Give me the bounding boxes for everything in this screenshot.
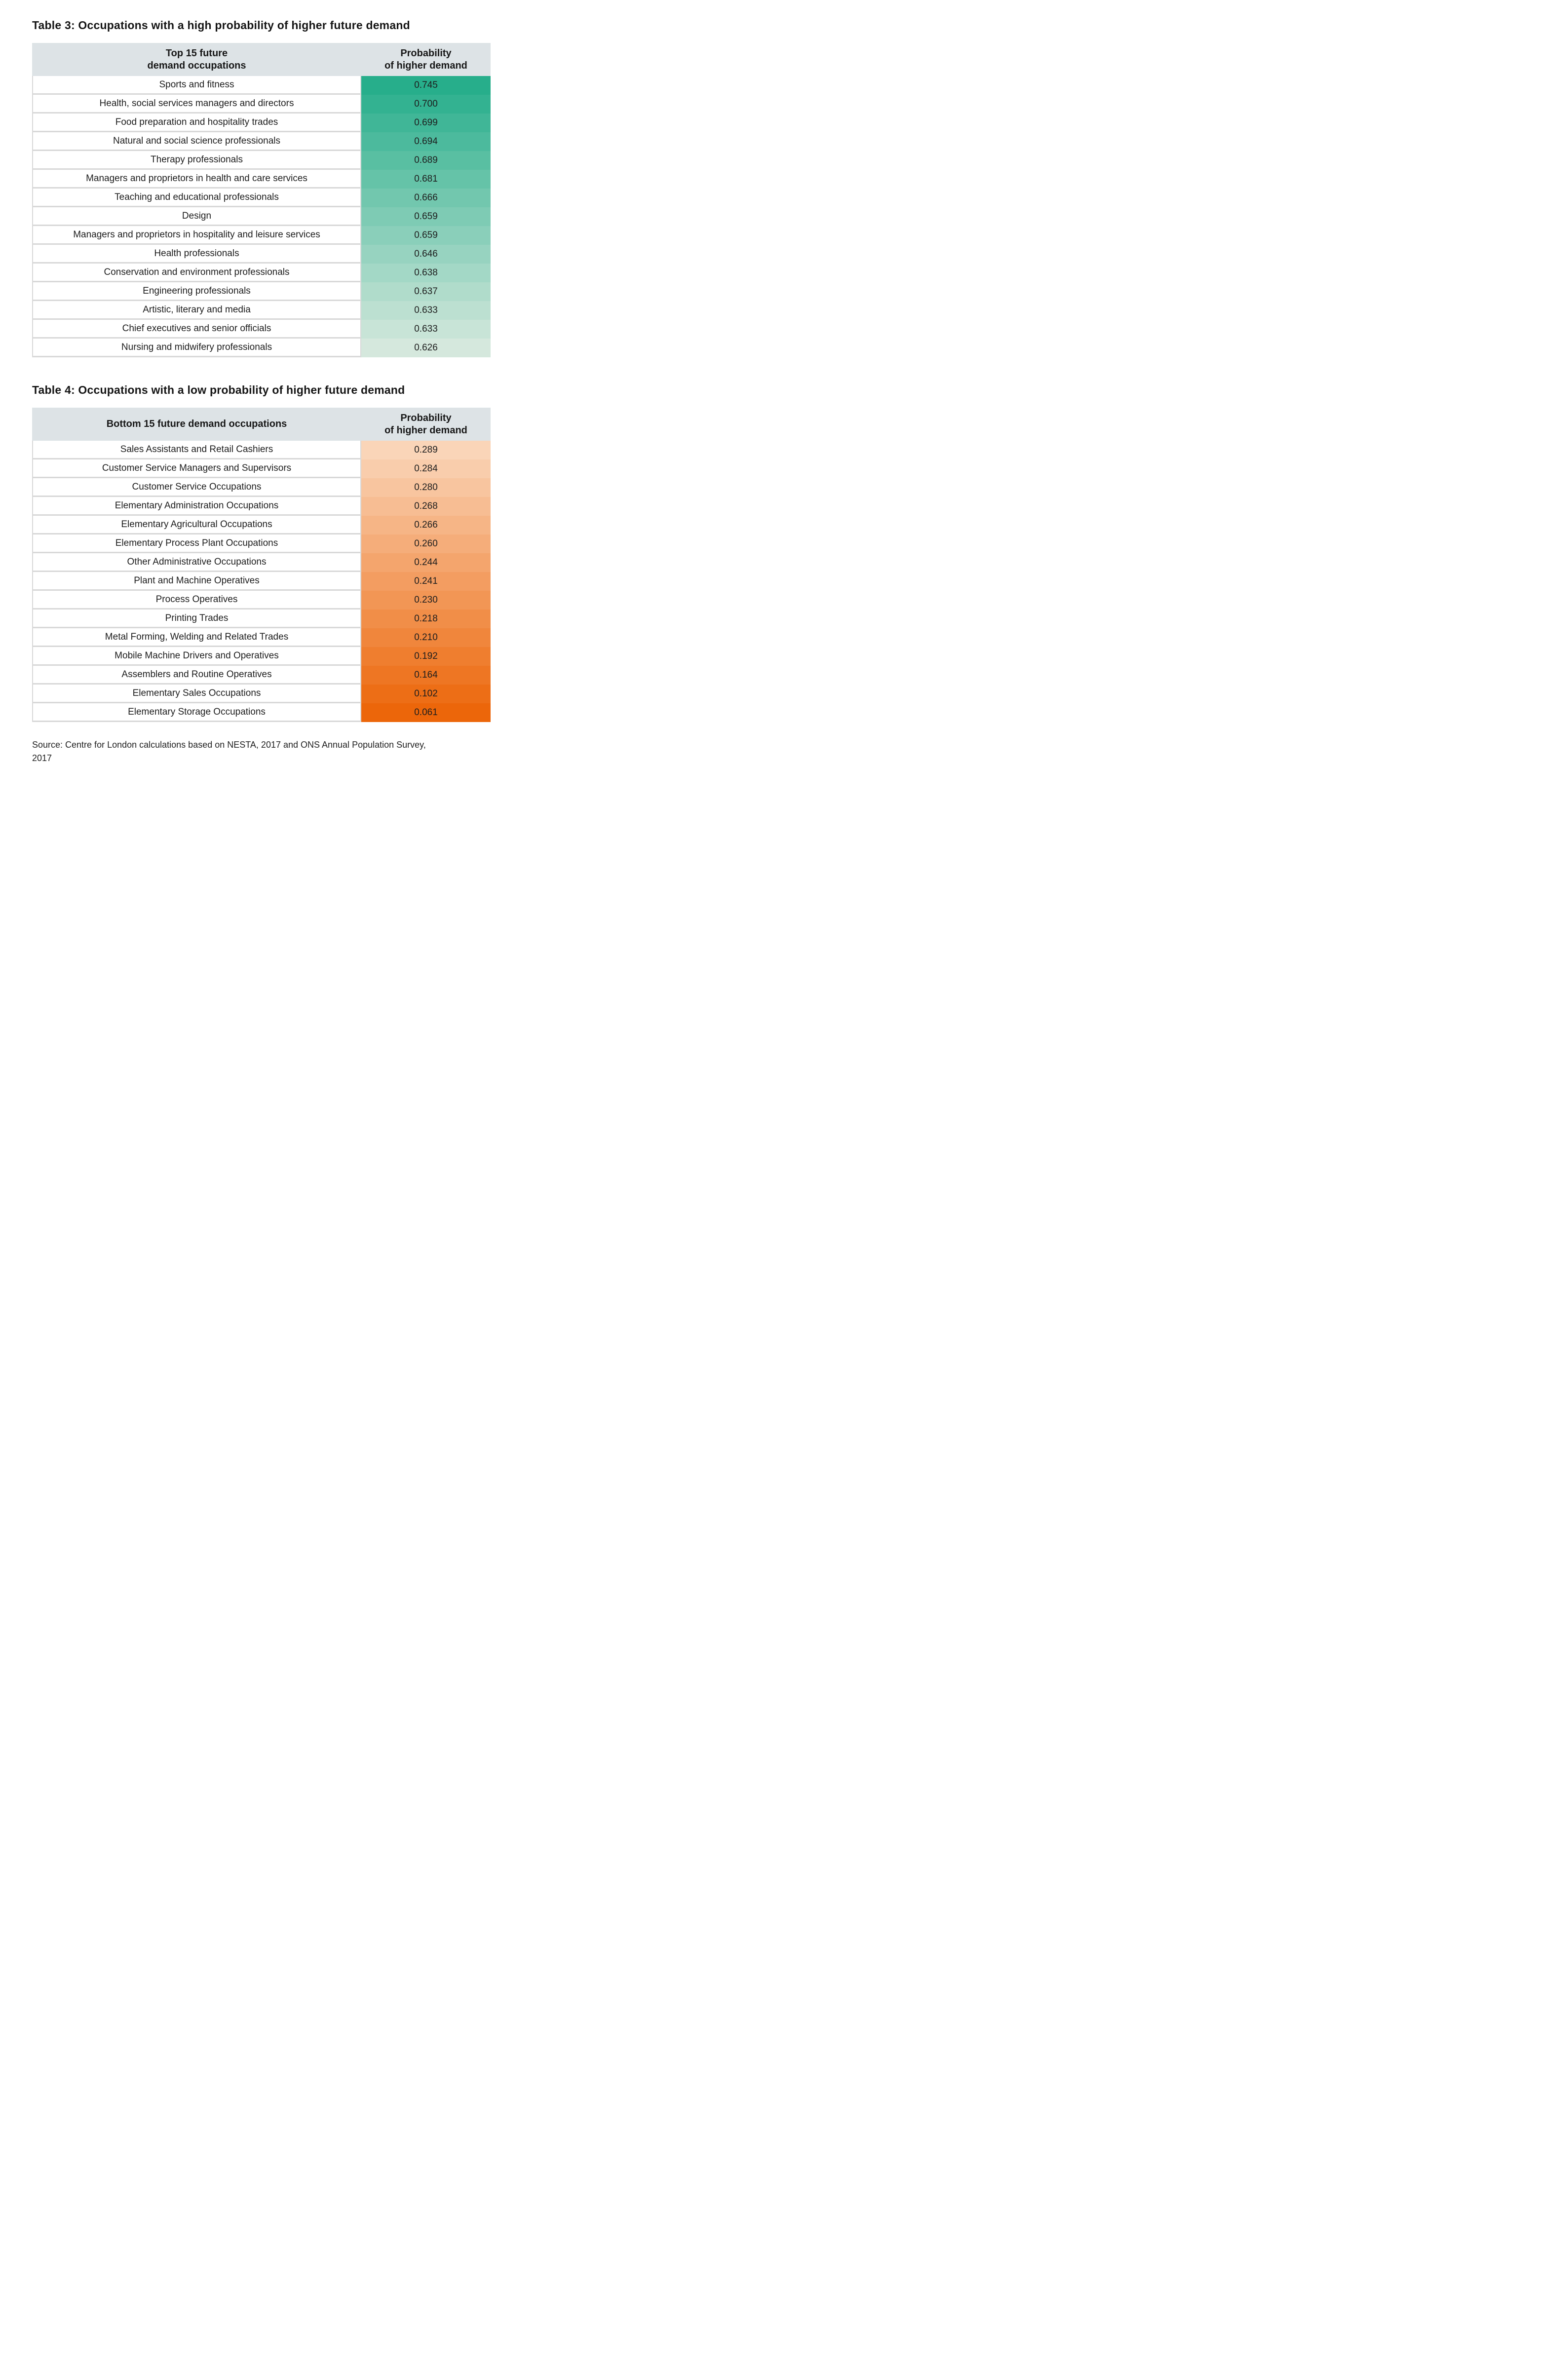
occupation-cell: Engineering professionals [32, 282, 361, 301]
table-row [32, 282, 491, 301]
table-row [32, 478, 491, 497]
occupation-cell: Food preparation and hospitality trades [32, 114, 361, 132]
probability-cell: 0.102 [361, 685, 491, 703]
table3-title: Table 3: Occupations with a high probability of higher future demand [32, 19, 410, 32]
table4-title: Table 4: Occupations with a low probability of higher future demand [32, 383, 405, 396]
probability-cell: 0.280 [361, 478, 491, 497]
probability-column-header: Probability of higher demand [384, 412, 467, 436]
source-note [32, 738, 491, 765]
occupation-cell: Process Operatives [32, 591, 361, 610]
table-row [32, 226, 491, 245]
table-row [32, 339, 491, 357]
occupation-cell: Metal Forming, Welding and Related Trades [32, 628, 361, 647]
source-note-line1: Source: Centre for London calculations based on NESTA, 2017 and ONS Annual Population Survey, [32, 740, 426, 750]
occupation-cell: Customer Service Occupations [32, 478, 361, 497]
occupations-column-header: Bottom 15 future demand occupations [106, 419, 287, 429]
table-row [32, 132, 491, 151]
table3-header-row [32, 43, 491, 76]
occupation-cell: Therapy professionals [32, 151, 361, 170]
table3-high-demand [32, 43, 491, 357]
occupation-cell: Nursing and midwifery professionals [32, 339, 361, 357]
probability-cell: 0.192 [361, 647, 491, 666]
table-row [32, 610, 491, 628]
probability-cell: 0.689 [361, 151, 491, 170]
table-row [32, 572, 491, 591]
occupation-cell: Elementary Sales Occupations [32, 685, 361, 703]
probability-cell: 0.633 [361, 301, 491, 320]
table-row [32, 666, 491, 685]
probability-column-header: Probability of higher demand [384, 47, 467, 71]
occupation-cell: Elementary Process Plant Occupations [32, 535, 361, 553]
table-row [32, 703, 491, 722]
table-row [32, 685, 491, 703]
table-row [32, 591, 491, 610]
probability-cell: 0.626 [361, 339, 491, 357]
occupation-cell: Plant and Machine Operatives [32, 572, 361, 591]
table-row [32, 553, 491, 572]
probability-cell: 0.694 [361, 132, 491, 151]
occupation-cell: Elementary Storage Occupations [32, 703, 361, 722]
occupation-cell: Health professionals [32, 245, 361, 264]
table-row [32, 320, 491, 339]
table-row [32, 497, 491, 516]
occupation-cell: Other Administrative Occupations [32, 553, 361, 572]
probability-cell: 0.241 [361, 572, 491, 591]
table-row [32, 264, 491, 282]
occupation-cell: Teaching and educational professionals [32, 189, 361, 207]
occupation-cell: Health, social services managers and directors [32, 95, 361, 114]
occupation-cell: Mobile Machine Drivers and Operatives [32, 647, 361, 666]
probability-cell: 0.681 [361, 170, 491, 189]
occupation-cell: Natural and social science professionals [32, 132, 361, 151]
occupation-cell: Customer Service Managers and Supervisors [32, 459, 361, 478]
report-page [0, 0, 523, 789]
occupation-cell: Managers and proprietors in hospitality and leisure services [32, 226, 361, 245]
occupation-cell: Artistic, literary and media [32, 301, 361, 320]
probability-cell: 0.659 [361, 207, 491, 226]
occupation-cell: Managers and proprietors in health and care services [32, 170, 361, 189]
probability-cell: 0.218 [361, 610, 491, 628]
table-row [32, 628, 491, 647]
probability-cell: 0.638 [361, 264, 491, 282]
table-row [32, 301, 491, 320]
table-row [32, 535, 491, 553]
probability-cell: 0.646 [361, 245, 491, 264]
table-row [32, 189, 491, 207]
table-row [32, 95, 491, 114]
occupation-cell: Elementary Administration Occupations [32, 497, 361, 516]
occupation-cell: Sales Assistants and Retail Cashiers [32, 441, 361, 459]
source-note-line2: 2017 [32, 753, 52, 763]
probability-cell: 0.637 [361, 282, 491, 301]
table-row [32, 76, 491, 95]
occupation-cell: Assemblers and Routine Operatives [32, 666, 361, 685]
probability-cell: 0.666 [361, 189, 491, 207]
occupation-cell: Sports and fitness [32, 76, 361, 95]
occupation-cell: Conservation and environment professionals [32, 264, 361, 282]
table-row [32, 207, 491, 226]
probability-cell: 0.659 [361, 226, 491, 245]
table-row [32, 516, 491, 535]
probability-cell: 0.700 [361, 95, 491, 114]
occupation-cell: Design [32, 207, 361, 226]
probability-cell: 0.266 [361, 516, 491, 535]
table-row [32, 114, 491, 132]
occupation-cell: Chief executives and senior officials [32, 320, 361, 339]
probability-cell: 0.699 [361, 114, 491, 132]
probability-cell: 0.633 [361, 320, 491, 339]
probability-cell: 0.284 [361, 459, 491, 478]
table-row [32, 170, 491, 189]
occupation-cell: Printing Trades [32, 610, 361, 628]
probability-cell: 0.061 [361, 703, 491, 722]
probability-cell: 0.230 [361, 591, 491, 610]
table-row [32, 245, 491, 264]
probability-cell: 0.745 [361, 76, 491, 95]
occupations-column-header: Top 15 future demand occupations [147, 47, 246, 71]
probability-cell: 0.164 [361, 666, 491, 685]
table-row [32, 647, 491, 666]
table-row [32, 151, 491, 170]
probability-cell: 0.289 [361, 441, 491, 459]
occupation-cell: Elementary Agricultural Occupations [32, 516, 361, 535]
table-row [32, 459, 491, 478]
probability-cell: 0.260 [361, 535, 491, 553]
probability-cell: 0.210 [361, 628, 491, 647]
probability-cell: 0.268 [361, 497, 491, 516]
table4-header-row [32, 408, 491, 441]
table4-low-demand [32, 408, 491, 722]
probability-cell: 0.244 [361, 553, 491, 572]
table-row [32, 441, 491, 459]
